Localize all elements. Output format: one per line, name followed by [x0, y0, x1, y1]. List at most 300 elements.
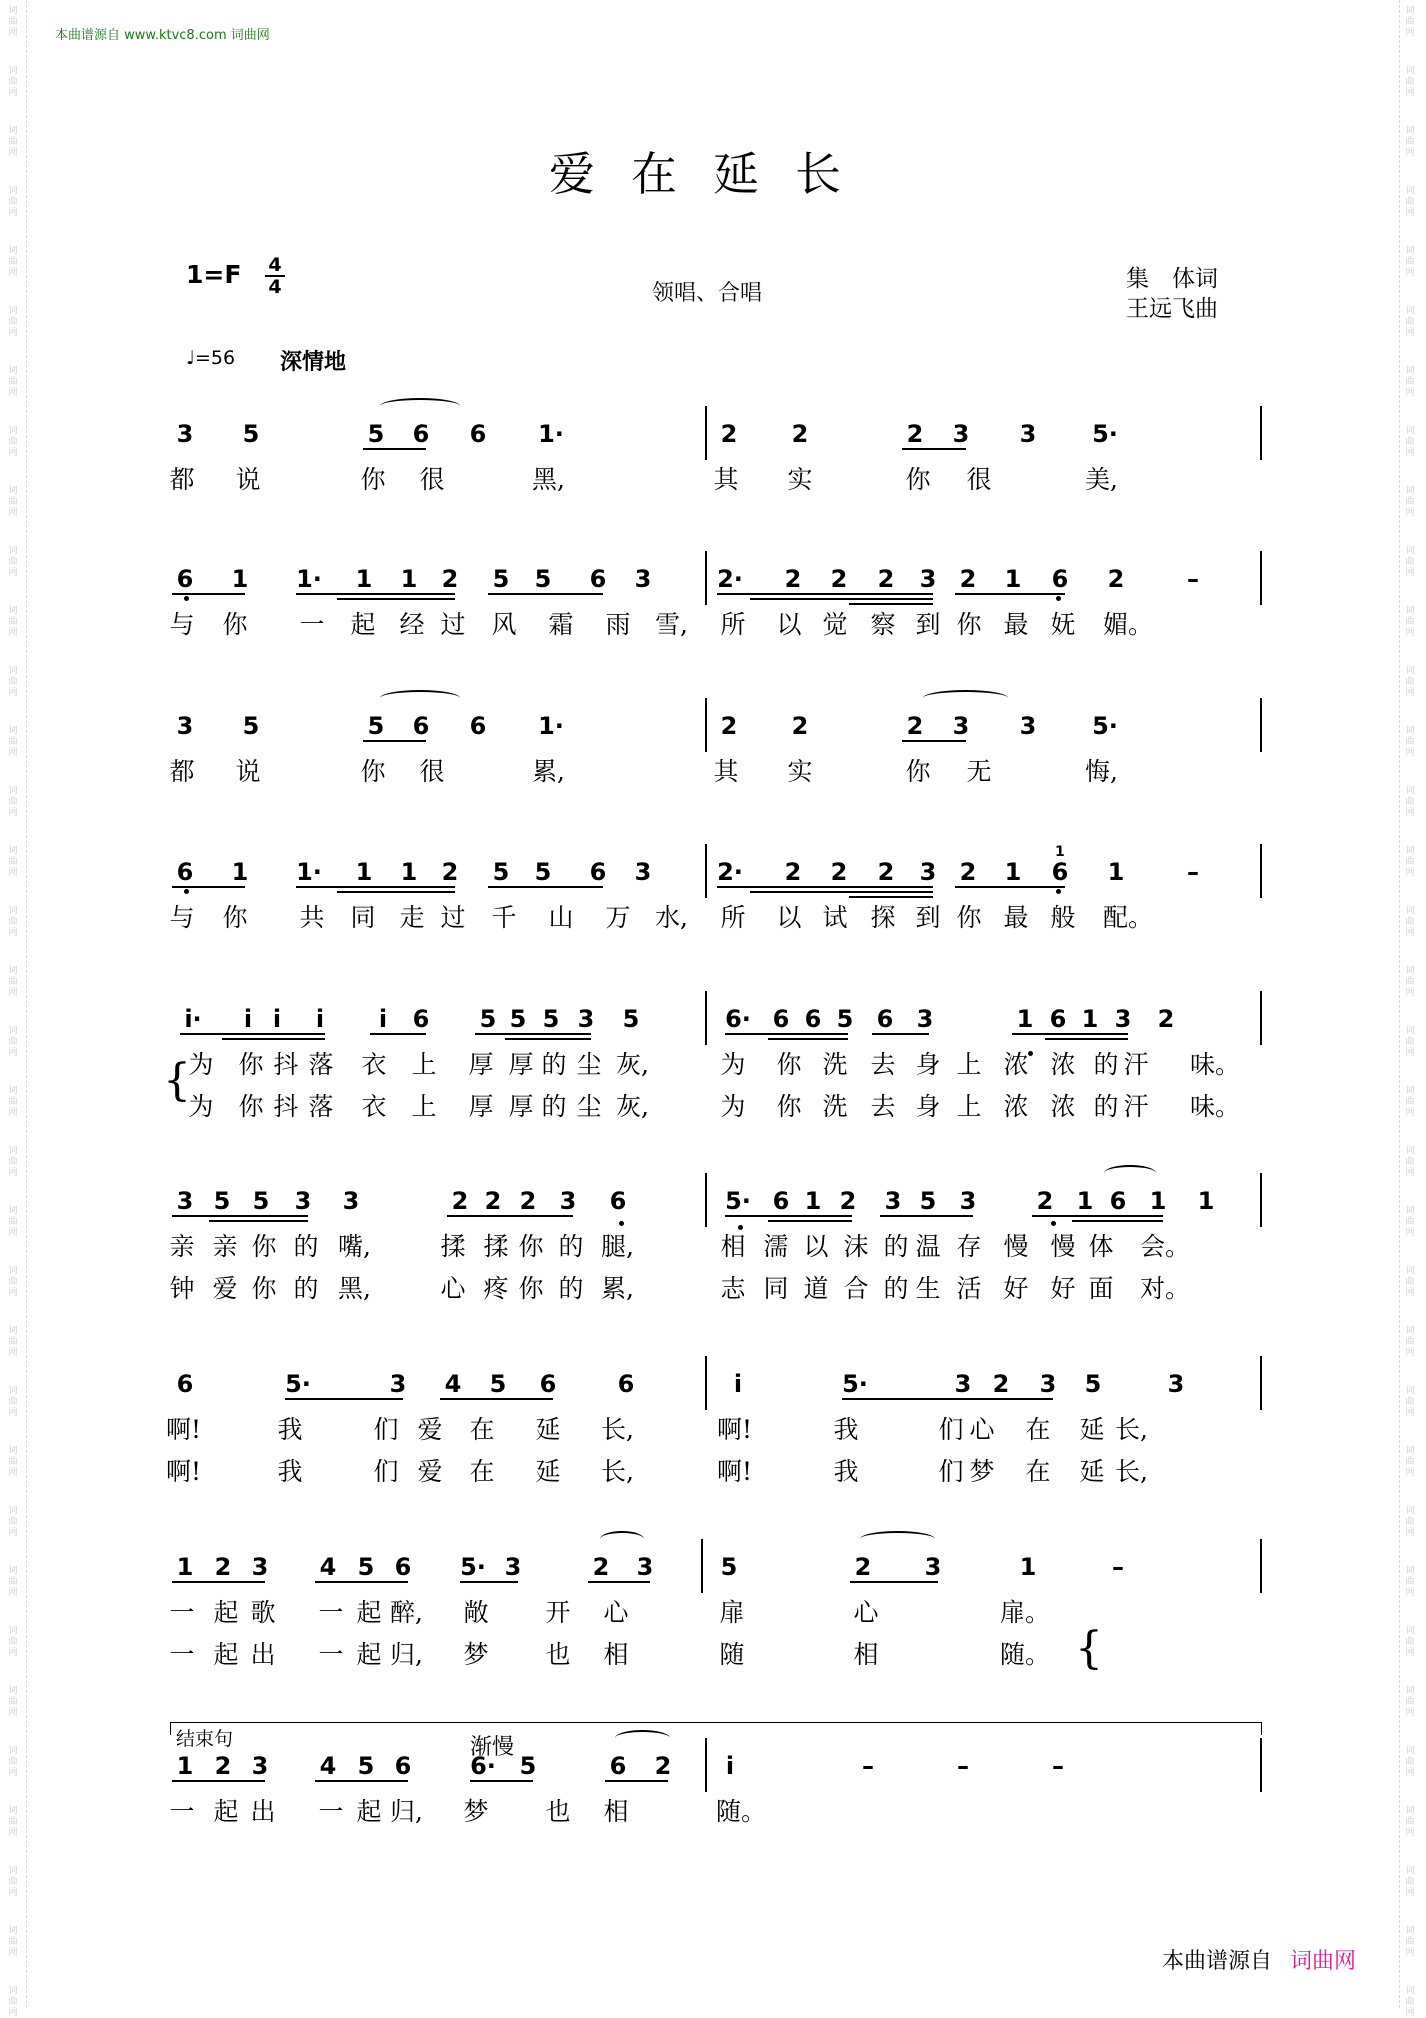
watermark-char: 曲	[1405, 1997, 1415, 2007]
note: 6	[1051, 565, 1069, 593]
watermark-char: 词	[8, 1566, 18, 1576]
note: 6	[412, 420, 430, 448]
lyric-syllable: 的	[1093, 1050, 1119, 1079]
watermark-char: 网	[8, 1768, 18, 1778]
note: 5·	[1092, 420, 1118, 448]
lyric-syllable: 说	[235, 465, 261, 494]
watermark-char: 词	[1405, 1806, 1415, 1816]
lyric-syllable: 与	[169, 610, 195, 639]
watermark-char: 词	[1405, 306, 1415, 316]
note: 5	[489, 1370, 507, 1398]
lyric-syllable: 你	[905, 757, 931, 786]
lyric-syllable: 在	[1025, 1415, 1051, 1444]
lyric-syllable: 上	[411, 1050, 437, 1079]
beam-underline	[725, 1215, 852, 1217]
lyric-syllable: 你	[905, 465, 931, 494]
note: 3	[577, 1005, 595, 1033]
watermark-char: 网	[1405, 988, 1415, 998]
note: 5·	[285, 1370, 311, 1398]
lyric-syllable: 去	[870, 1050, 896, 1079]
watermark-char: 网	[1405, 208, 1415, 218]
note: 1·	[538, 420, 564, 448]
lyric-syllable: 好	[1050, 1274, 1076, 1303]
watermark-char: 曲	[8, 1517, 18, 1527]
watermark-char: 曲	[8, 1337, 18, 1347]
beam-underline	[296, 593, 455, 595]
watermark-char: 网	[1405, 1108, 1415, 1118]
note: 5·	[842, 1370, 868, 1398]
lyric-syllable: 延	[535, 1415, 561, 1444]
lyric-syllable: 的	[541, 1050, 567, 1079]
lyric-syllable: 浓	[1050, 1050, 1076, 1079]
beam-underline	[1072, 1220, 1163, 1222]
note: 1	[1016, 1005, 1034, 1033]
watermark-char: 网	[1405, 1708, 1415, 1718]
lyric-syllable: 很	[419, 465, 445, 494]
watermark-char: 曲	[8, 137, 18, 147]
beam-underline	[880, 1215, 973, 1217]
note: 6	[469, 420, 487, 448]
note: 3	[251, 1752, 269, 1780]
note: 1	[1004, 858, 1022, 886]
lyric-syllable: 尘	[576, 1092, 602, 1121]
note: 3	[176, 1187, 194, 1215]
beam-underline	[950, 1398, 1053, 1400]
bar-line	[705, 1356, 707, 1410]
lyric-syllable: 啊!	[717, 1457, 753, 1486]
watermark-char: 曲	[1405, 17, 1415, 27]
note-row	[160, 420, 1270, 460]
lyric-syllable: 开	[545, 1598, 571, 1627]
watermark-char: 词	[1405, 846, 1415, 856]
note: 5·	[725, 1187, 751, 1215]
note: 6	[589, 858, 607, 886]
beam-underline	[470, 1780, 533, 1782]
bar-line	[1260, 1173, 1262, 1227]
tie-slur	[860, 1531, 935, 1547]
lyric-syllable: 嘴,	[338, 1232, 371, 1261]
watermark-char: 网	[8, 1168, 18, 1178]
note: 1	[1107, 858, 1125, 886]
lyric-syllable: 的	[883, 1274, 909, 1303]
lyric-syllable: 我	[277, 1457, 303, 1486]
watermark-char: 网	[1405, 808, 1415, 818]
beam-underline	[222, 1038, 325, 1040]
note: 3	[884, 1187, 902, 1215]
grace-note: 1	[1055, 844, 1065, 860]
watermark-char: 词	[1405, 966, 1415, 976]
note: 3	[636, 1553, 654, 1581]
note: 2	[720, 420, 738, 448]
note: 3	[251, 1553, 269, 1581]
lyric-syllable: 啊!	[717, 1415, 753, 1444]
note: 1	[1004, 565, 1022, 593]
watermark-char: 词	[1405, 606, 1415, 616]
note: 3	[342, 1187, 360, 1215]
watermark-char: 词	[1405, 906, 1415, 916]
watermark-char: 词	[1405, 1146, 1415, 1156]
lyric-syllable: 为	[720, 1050, 746, 1079]
note: 2	[654, 1752, 672, 1780]
footer-brand-link[interactable]: 词曲网	[1289, 1949, 1356, 1974]
lyric-syllable: 你	[776, 1050, 802, 1079]
lyric-syllable: 觉	[822, 610, 848, 639]
lyric-syllable: 长,	[1115, 1457, 1148, 1486]
watermark-char: 网	[1405, 1768, 1415, 1778]
lyric-syllable: 长,	[601, 1457, 634, 1486]
lyric-syllable: 过	[440, 903, 466, 932]
watermark-char: 曲	[8, 1097, 18, 1107]
watermark-char: 词	[8, 1866, 18, 1876]
watermark-char: 词	[8, 786, 18, 796]
watermark-char: 曲	[1405, 617, 1415, 627]
bar-line	[1260, 844, 1262, 898]
note: 3	[1019, 712, 1037, 740]
watermark-char: 曲	[8, 1037, 18, 1047]
lyric-syllable: 梦	[463, 1797, 489, 1826]
note: 3	[634, 858, 652, 886]
watermark-char: 网	[1405, 2008, 1415, 2018]
watermark-char: 词	[8, 66, 18, 76]
lyric-syllable: 也	[545, 1640, 571, 1669]
lyric-syllable: 心	[969, 1415, 995, 1444]
lyric-syllable: 同	[763, 1274, 789, 1303]
lyric-syllable: 霜	[548, 610, 574, 639]
watermark-char: 曲	[1405, 857, 1415, 867]
lyric-syllable: 的	[558, 1274, 584, 1303]
note: 5	[622, 1005, 640, 1033]
lyric-syllable: 心	[603, 1598, 629, 1627]
watermark-char: 网	[1405, 628, 1415, 638]
watermark-char: 曲	[8, 1157, 18, 1167]
note: 6	[176, 858, 194, 886]
watermark-char: 网	[8, 1888, 18, 1898]
note: 5	[213, 1187, 231, 1215]
lyric-syllable: 亲	[212, 1232, 238, 1261]
octave-dot	[184, 596, 189, 601]
meter-top: 4	[268, 254, 282, 276]
bar-line	[705, 1738, 707, 1792]
note: 3	[1114, 1005, 1132, 1033]
watermark-char: 词	[8, 6, 18, 16]
note: 6	[394, 1752, 412, 1780]
lyric-syllable: 相	[603, 1797, 629, 1826]
lyric-syllable: 一	[299, 610, 325, 639]
note: 1	[231, 858, 249, 886]
lyric-syllable: 们	[373, 1415, 399, 1444]
lyric-syllable: 抖	[273, 1092, 299, 1121]
watermark-char: 词	[1405, 186, 1415, 196]
beam-underline	[488, 886, 603, 888]
watermark-char: 网	[8, 88, 18, 98]
lyric-syllable: 到	[915, 903, 941, 932]
watermark-char: 曲	[8, 77, 18, 87]
lyric-syllable: 累,	[532, 757, 565, 786]
lyric-syllable: 与	[169, 903, 195, 932]
note: 1	[1081, 1005, 1099, 1033]
beam-underline	[750, 598, 933, 600]
watermark-char: 曲	[1405, 197, 1415, 207]
watermark-char: 词	[8, 1026, 18, 1036]
note: 4	[319, 1752, 337, 1780]
watermark-char: 网	[8, 208, 18, 218]
note: 1·	[296, 565, 322, 593]
lyric-syllable: 水,	[655, 903, 688, 932]
watermark-char: 词	[8, 1686, 18, 1696]
lyric-syllable: 腿,	[601, 1232, 634, 1261]
watermark-char: 曲	[8, 1877, 18, 1887]
lyric-syllable: 合	[843, 1274, 869, 1303]
watermark-char: 词	[1405, 1986, 1415, 1996]
note: 6	[617, 1370, 635, 1398]
note: 4	[444, 1370, 462, 1398]
watermark-char: 网	[8, 1648, 18, 1658]
lyric-syllable: 延	[1079, 1415, 1105, 1444]
watermark-char: 词	[1405, 1266, 1415, 1276]
watermark-char: 词	[1405, 1566, 1415, 1576]
watermark-char: 曲	[8, 1277, 18, 1287]
lyric-syllable: 过	[440, 610, 466, 639]
watermark-char: 曲	[8, 857, 18, 867]
watermark-char: 网	[1405, 88, 1415, 98]
lyric-syllable: 上	[411, 1092, 437, 1121]
lyric-syllable: 存	[956, 1232, 982, 1261]
watermark-char: 曲	[8, 437, 18, 447]
score-system	[160, 1370, 1270, 1494]
watermark-char: 网	[8, 388, 18, 398]
watermark-char: 词	[1405, 546, 1415, 556]
lyric-syllable: 的	[293, 1274, 319, 1303]
lyric-line	[160, 1045, 1270, 1087]
credits	[1126, 264, 1218, 324]
ending-bracket	[170, 1722, 1262, 1735]
note: 3	[924, 1553, 942, 1581]
watermark-char: 词	[8, 906, 18, 916]
note: 1	[1076, 1187, 1094, 1215]
bar-line	[705, 991, 707, 1045]
note: 3	[959, 1187, 977, 1215]
watermark-char: 网	[8, 1588, 18, 1598]
watermark-char: 网	[8, 1468, 18, 1478]
note: 6	[1049, 1005, 1067, 1033]
watermark-char: 曲	[1405, 1817, 1415, 1827]
lyric-syllable: 厚	[508, 1092, 534, 1121]
lyric-syllable: 随。	[716, 1797, 767, 1826]
watermark-char: 网	[8, 868, 18, 878]
score-system	[160, 712, 1270, 794]
watermark-char: 网	[8, 1408, 18, 1418]
note: 1	[804, 1187, 822, 1215]
note: 3	[916, 1005, 934, 1033]
beam-underline	[955, 593, 1065, 595]
watermark-char: 词	[1405, 1926, 1415, 1936]
lyric-syllable: 衣	[361, 1050, 387, 1079]
note: 2	[441, 565, 459, 593]
watermark-char: 词	[8, 126, 18, 136]
watermark-char: 词	[8, 186, 18, 196]
watermark-char: 词	[8, 1266, 18, 1276]
watermark-char: 网	[1405, 328, 1415, 338]
watermark-char: 网	[1405, 268, 1415, 278]
watermark-char: 曲	[1405, 737, 1415, 747]
lyric-syllable: 厚	[508, 1050, 534, 1079]
tie-slur	[923, 690, 1008, 706]
watermark-char: 网	[1405, 868, 1415, 878]
note: 6	[412, 712, 430, 740]
note: 5·	[1092, 712, 1118, 740]
watermark-char: 词	[8, 1506, 18, 1516]
watermark-char: 曲	[1405, 137, 1415, 147]
lyric-syllable: 随。	[1000, 1640, 1051, 1669]
note: 2	[451, 1187, 469, 1215]
lyric-syllable: 起	[350, 610, 376, 639]
watermark-char: 网	[8, 1348, 18, 1358]
lyric-syllable: 沫	[843, 1232, 869, 1261]
note: 6	[772, 1187, 790, 1215]
note: 5	[1084, 1370, 1102, 1398]
watermark-char: 词	[8, 1386, 18, 1396]
watermark-char: 词	[8, 546, 18, 556]
lyric-syllable: 歌	[250, 1598, 276, 1627]
watermark-char: 曲	[1405, 1157, 1415, 1167]
watermark-char: 词	[8, 1326, 18, 1336]
lyric-syllable: 敞	[463, 1598, 489, 1627]
watermark-char: 网	[8, 988, 18, 998]
beam-underline	[363, 740, 426, 742]
beam-underline	[717, 886, 933, 888]
watermark-char: 曲	[1405, 1097, 1415, 1107]
lyric-syllable: 同	[350, 903, 376, 932]
bar-line	[701, 1539, 703, 1593]
watermark-char: 网	[1405, 148, 1415, 158]
note: 5	[919, 1187, 937, 1215]
watermark-char: 网	[8, 508, 18, 518]
watermark-char: 网	[1405, 688, 1415, 698]
note: 1	[400, 565, 418, 593]
note: 5·	[460, 1553, 486, 1581]
watermark-char: 词	[8, 1446, 18, 1456]
lyric-syllable: 你	[776, 1092, 802, 1121]
watermark-char: 词	[8, 1806, 18, 1816]
lyric-syllable: 慢	[1050, 1232, 1076, 1261]
lyric-syllable: 走	[399, 903, 425, 932]
lyric-syllable: 好	[1003, 1274, 1029, 1303]
watermark-char: 词	[1405, 786, 1415, 796]
lyric-syllable: 悔,	[1085, 757, 1118, 786]
lyric-syllable: 扉	[719, 1598, 745, 1627]
lyric-syllable: 爱	[417, 1415, 443, 1444]
lyric-syllable: 归,	[390, 1797, 423, 1826]
watermark-char: 词	[1405, 1506, 1415, 1516]
lyric-syllable: 雨	[605, 610, 631, 639]
lyric-syllable: 为	[720, 1092, 746, 1121]
note: i	[725, 1752, 735, 1780]
watermark-char: 曲	[1405, 257, 1415, 267]
beam-underline	[717, 593, 933, 595]
beam-underline	[172, 1215, 308, 1217]
watermark-char: 词	[8, 426, 18, 436]
watermark-char: 词	[1405, 726, 1415, 736]
lyric-syllable: 的	[541, 1092, 567, 1121]
beam-underline	[337, 598, 455, 600]
lyric-syllable: 醉,	[390, 1598, 423, 1627]
singing-style: 领唱、合唱	[652, 281, 763, 306]
note-row	[160, 565, 1270, 605]
lyric-syllable: 到	[915, 610, 941, 639]
watermark-char: 曲	[8, 1577, 18, 1587]
lyric-syllable: 心	[853, 1598, 879, 1627]
tie-slur	[380, 690, 460, 706]
note: 2	[992, 1370, 1010, 1398]
octave-dot	[1056, 889, 1061, 894]
lyric-syllable: 黑,	[338, 1274, 371, 1303]
watermark-char: 词	[8, 1626, 18, 1636]
watermark-char: 曲	[1405, 1517, 1415, 1527]
note-row	[160, 1370, 1270, 1410]
lyric-syllable: 共	[299, 903, 325, 932]
lyric-syllable: 们	[373, 1457, 399, 1486]
lyric-syllable: 亲	[169, 1232, 195, 1261]
lyric-syllable: 一	[169, 1640, 195, 1669]
watermark-char: 网	[1405, 1408, 1415, 1418]
watermark-char: 词	[1405, 1746, 1415, 1756]
watermark-char: 曲	[8, 1937, 18, 1947]
lyric-syllable: 所	[720, 903, 746, 932]
score-system	[160, 1005, 1270, 1129]
watermark-char: 词	[1405, 486, 1415, 496]
watermark-char: 网	[8, 148, 18, 158]
note: 2	[720, 712, 738, 740]
lyric-syllable: 洗	[822, 1050, 848, 1079]
beam-underline	[768, 1038, 848, 1040]
watermark-char: 词	[1405, 1386, 1415, 1396]
lyric-line	[160, 1227, 1270, 1269]
note: 5	[492, 565, 510, 593]
note: 1	[355, 565, 373, 593]
lyric-syllable: 归,	[390, 1640, 423, 1669]
watermark-char: 词	[8, 1746, 18, 1756]
watermark-char: 曲	[1405, 557, 1415, 567]
bar-line	[1260, 1539, 1262, 1593]
watermark-char: 网	[8, 568, 18, 578]
lyric-syllable: 厚	[468, 1092, 494, 1121]
watermark-char: 网	[8, 1228, 18, 1238]
watermark-char: 曲	[8, 1397, 18, 1407]
watermark-char: 曲	[1405, 1037, 1415, 1047]
lyric-syllable: 你	[238, 1092, 264, 1121]
beam-underline	[440, 1398, 553, 1400]
beam-underline	[172, 1581, 265, 1583]
note: 1	[231, 565, 249, 593]
watermark-char: 词	[8, 246, 18, 256]
watermark-char: 词	[8, 486, 18, 496]
watermark-char: 网	[1405, 1228, 1415, 1238]
watermark-char: 曲	[8, 197, 18, 207]
lyric-syllable: 落	[308, 1050, 334, 1079]
lyric-syllable: 一	[318, 1598, 344, 1627]
watermark-char: 曲	[1405, 677, 1415, 687]
lyric-syllable: 你	[360, 465, 386, 494]
octave-dot	[619, 1221, 624, 1226]
lyric-syllable: 起	[356, 1598, 382, 1627]
watermark-char: 曲	[1405, 1577, 1415, 1587]
note: 1	[1149, 1187, 1167, 1215]
note: 2	[1036, 1187, 1054, 1215]
note: 1	[1197, 1187, 1215, 1215]
lyric-line	[160, 752, 1270, 794]
lyric-syllable: 濡	[763, 1232, 789, 1261]
note: –	[1052, 1752, 1064, 1780]
